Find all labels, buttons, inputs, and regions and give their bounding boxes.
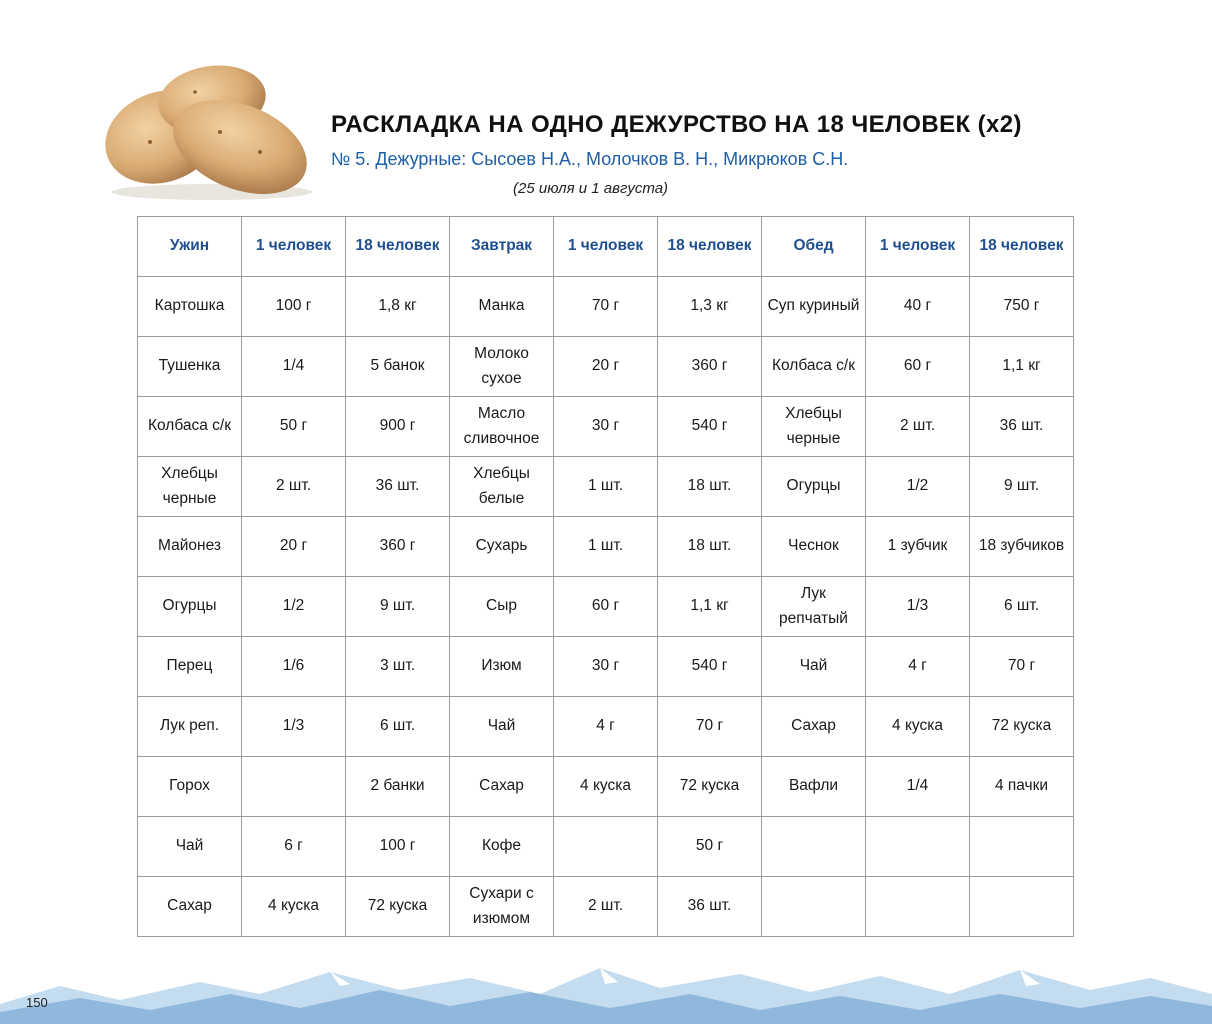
table-cell: Хлебцы белые [450,457,554,517]
column-header: Обед [762,217,866,277]
table-cell: Огурцы [138,577,242,637]
duty-dates: (25 июля и 1 августа) [513,180,669,197]
table-cell: Сахар [762,697,866,757]
column-header: 1 человек [554,217,658,277]
table-cell: 1/3 [242,697,346,757]
table-cell: 72 куска [658,757,762,817]
table-cell: 1,8 кг [346,277,450,337]
table-cell: Хлебцы черные [762,397,866,457]
table-cell: 900 г [346,397,450,457]
table-cell: 1,1 кг [970,337,1074,397]
mountains-decoration [0,964,1212,1024]
table-cell [762,877,866,937]
table-cell: 36 шт. [346,457,450,517]
table-cell [242,757,346,817]
column-header: Ужин [138,217,242,277]
table-cell: 5 банок [346,337,450,397]
table-cell: 20 г [554,337,658,397]
table-cell: 60 г [554,577,658,637]
column-header: Завтрак [450,217,554,277]
table-cell: 36 шт. [658,877,762,937]
column-header: 1 человек [242,217,346,277]
table-row [138,697,1074,757]
table-row [138,517,1074,577]
table-cell: 18 шт. [658,457,762,517]
table-cell [866,817,970,877]
duty-subtitle: № 5. Дежурные: Сысоев Н.А., Молочков В. Н., Микрюков С.Н. [331,149,849,169]
table-cell: Чай [138,817,242,877]
table-cell: 1,3 кг [658,277,762,337]
table-cell: 2 шт. [866,397,970,457]
table-cell: Перец [138,637,242,697]
table-cell: Колбаса с/к [762,337,866,397]
table-cell: 4 куска [242,877,346,937]
table-cell: Картошка [138,277,242,337]
table-cell: 9 шт. [970,457,1074,517]
table-cell: 9 шт. [346,577,450,637]
potatoes-image [100,52,325,202]
table-cell: 6 г [242,817,346,877]
table-cell: 4 пачки [970,757,1074,817]
table-row [138,397,1074,457]
column-header: 18 человек [346,217,450,277]
table-cell: 540 г [658,397,762,457]
page-number: 150 [26,995,48,1010]
table-cell: Масло сливочное [450,397,554,457]
column-header: 1 человек [866,217,970,277]
table-cell: 2 шт. [242,457,346,517]
table-cell: 4 куска [866,697,970,757]
table-cell: 3 шт. [346,637,450,697]
table-cell: Суп куриный [762,277,866,337]
table-cell: Сухарь [450,517,554,577]
table-cell: Сахар [138,877,242,937]
table-cell: 100 г [242,277,346,337]
table-cell: 60 г [866,337,970,397]
table-cell: 1 шт. [554,457,658,517]
table-cell: Сухари с изюмом [450,877,554,937]
table-cell: 70 г [554,277,658,337]
table-cell: Горох [138,757,242,817]
table-cell [554,817,658,877]
table-cell: 1/2 [242,577,346,637]
table-header-row [138,217,1074,277]
table-cell: 750 г [970,277,1074,337]
table-cell: 1/6 [242,637,346,697]
table-cell: Тушенка [138,337,242,397]
table-cell [762,817,866,877]
ration-table [137,216,1074,937]
table-cell: Вафли [762,757,866,817]
table-cell: 50 г [242,397,346,457]
table-cell [970,877,1074,937]
table-cell: 4 г [866,637,970,697]
table-cell: Сахар [450,757,554,817]
table-cell: Чай [450,697,554,757]
table-cell: 18 зубчиков [970,517,1074,577]
table-cell: 1,1 кг [658,577,762,637]
table-cell: 72 куска [346,877,450,937]
column-header: 18 человек [658,217,762,277]
table-cell: 20 г [242,517,346,577]
table-row [138,457,1074,517]
table-cell: 4 г [554,697,658,757]
table-cell: Сыр [450,577,554,637]
table-cell: 1/3 [866,577,970,637]
table-cell: 1/2 [866,457,970,517]
table-cell: Огурцы [762,457,866,517]
table-row [138,637,1074,697]
table-cell: 70 г [970,637,1074,697]
table-cell: 30 г [554,397,658,457]
table-cell: Изюм [450,637,554,697]
table-cell: 6 шт. [970,577,1074,637]
table-cell: Лук репчатый [762,577,866,637]
table-cell: Чеснок [762,517,866,577]
table-cell: 100 г [346,817,450,877]
table-cell: 72 куска [970,697,1074,757]
column-header: 18 человек [970,217,1074,277]
table-row [138,337,1074,397]
table-cell: Чай [762,637,866,697]
table-cell: 360 г [346,517,450,577]
table-cell: 1 зубчик [866,517,970,577]
table-cell: 1/4 [866,757,970,817]
table-cell: 1 шт. [554,517,658,577]
table-cell: Манка [450,277,554,337]
table-cell: Кофе [450,817,554,877]
page-title: РАСКЛАДКА НА ОДНО ДЕЖУРСТВО НА 18 ЧЕЛОВЕК (x2) [331,111,1022,138]
table-cell: Лук реп. [138,697,242,757]
table-cell: 30 г [554,637,658,697]
table-cell: 2 шт. [554,877,658,937]
table-cell: 40 г [866,277,970,337]
table-cell: 50 г [658,817,762,877]
table-cell: 4 куска [554,757,658,817]
table-cell: 18 шт. [658,517,762,577]
table-cell: 2 банки [346,757,450,817]
table-cell [866,877,970,937]
table-cell: 6 шт. [346,697,450,757]
table-row [138,817,1074,877]
table-cell: 70 г [658,697,762,757]
table-row [138,277,1074,337]
table-row [138,577,1074,637]
table-cell: 1/4 [242,337,346,397]
table-cell: 360 г [658,337,762,397]
table-row [138,757,1074,817]
table-row [138,877,1074,937]
table-cell: 36 шт. [970,397,1074,457]
table-cell: 540 г [658,637,762,697]
table-cell: Молоко сухое [450,337,554,397]
table-cell: Колбаса с/к [138,397,242,457]
table-cell [970,817,1074,877]
table-cell: Хлебцы черные [138,457,242,517]
table-cell: Майонез [138,517,242,577]
